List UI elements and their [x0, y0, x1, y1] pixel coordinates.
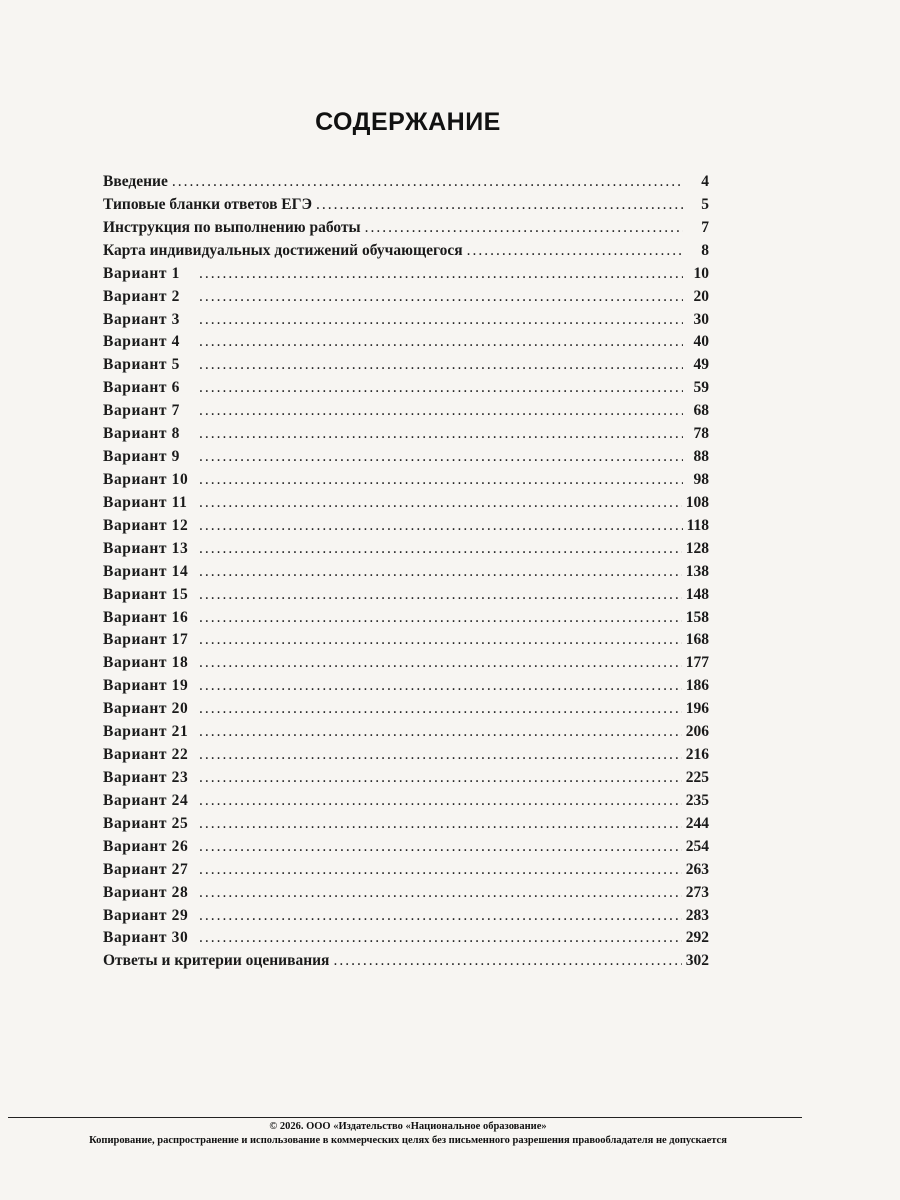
toc-entry-page-number: 118 [686, 516, 709, 534]
toc-dot-leader [365, 219, 683, 237]
toc-dot-leader [199, 402, 683, 420]
table-of-contents [103, 173, 709, 975]
toc-dot-leader [199, 448, 683, 466]
toc-entry-label: Ответы и критерии оценивания [103, 952, 330, 970]
toc-entry-label: Вариант 19 [103, 677, 189, 695]
footer [0, 1120, 816, 1148]
toc-entry-page-number: 235 [685, 791, 709, 809]
toc-entry-label: Типовые бланки ответов ЕГЭ [103, 195, 313, 213]
toc-entry-label: Вариант 17 [103, 631, 189, 649]
toc-dot-leader [199, 884, 682, 902]
toc-entry-page-number: 78 [693, 425, 709, 443]
toc-entry-page-number: 196 [685, 700, 709, 718]
toc-entry-label: Вариант 16 [103, 608, 189, 626]
toc-entry [103, 677, 709, 700]
toc-entry-page-number: 88 [693, 448, 709, 466]
toc-entry [103, 609, 709, 632]
toc-entry-page-number: 148 [685, 585, 709, 603]
toc-dot-leader [199, 861, 682, 879]
toc-entry-label: Вариант 4 [103, 333, 180, 351]
toc-dot-leader [199, 425, 683, 443]
toc-entry-page-number: 8 [701, 241, 709, 259]
toc-entry-label: Вариант 11 [103, 493, 188, 511]
toc-dot-leader [316, 196, 683, 214]
toc-entry-label: Вариант 13 [103, 539, 189, 557]
toc-entry-label: Вариант 15 [103, 585, 189, 603]
toc-entry-label: Вариант 1 [103, 264, 180, 282]
toc-entry [103, 815, 709, 838]
toc-entry-page-number: 128 [685, 539, 709, 557]
toc-entry-label: Вариант 28 [103, 883, 189, 901]
toc-entry-page-number: 68 [693, 402, 709, 420]
toc-entry [103, 884, 709, 907]
toc-entry-label: Вариант 9 [103, 448, 180, 466]
copyright-line: © 2026. ООО «Издательство «Национальное образование» [269, 1121, 547, 1132]
toc-entry [103, 631, 709, 654]
toc-entry-label: Вариант 20 [103, 700, 189, 718]
toc-entry-label: Вариант 18 [103, 654, 189, 672]
toc-dot-leader [467, 242, 683, 260]
toc-dot-leader [199, 311, 683, 329]
toc-entry [103, 448, 709, 471]
toc-entry-page-number: 216 [685, 746, 709, 764]
toc-entry-label: Введение [103, 173, 168, 190]
toc-entry-label: Вариант 25 [103, 814, 189, 832]
toc-entry [103, 471, 709, 494]
toc-entry [103, 333, 709, 356]
toc-entry-page-number: 138 [685, 562, 709, 580]
toc-entry [103, 425, 709, 448]
toc-entry [103, 586, 709, 609]
toc-dot-leader [199, 907, 682, 925]
toc-dot-leader [199, 471, 683, 489]
toc-dot-leader [199, 677, 682, 695]
toc-entry-label: Вариант 21 [103, 723, 189, 741]
toc-dot-leader [199, 356, 683, 374]
toc-entry-page-number: 177 [685, 654, 709, 672]
toc-entry [103, 242, 709, 265]
toc-entry-page-number: 273 [685, 883, 709, 901]
toc-entry [103, 792, 709, 815]
toc-dot-leader [199, 815, 682, 833]
toc-entry-label: Вариант 23 [103, 768, 189, 786]
toc-entry-page-number: 4 [701, 173, 709, 190]
page-title: СОДЕРЖАНИЕ [315, 108, 501, 136]
toc-entry-label: Вариант 29 [103, 906, 189, 924]
toc-entry-page-number: 263 [685, 860, 709, 878]
toc-entry-page-number: 49 [693, 356, 709, 374]
toc-entry [103, 288, 709, 311]
toc-dot-leader [199, 838, 682, 856]
toc-dot-leader [199, 929, 682, 947]
toc-entry [103, 929, 709, 952]
toc-dot-leader [199, 265, 683, 283]
toc-entry [103, 838, 709, 861]
toc-entry-page-number: 225 [685, 768, 709, 786]
toc-entry-label: Вариант 8 [103, 425, 180, 443]
toc-entry-label: Вариант 5 [103, 356, 180, 374]
toc-entry-page-number: 5 [701, 195, 709, 213]
toc-entry-page-number: 20 [693, 287, 709, 305]
toc-entry-page-number: 30 [693, 310, 709, 328]
toc-entry-label: Вариант 14 [103, 562, 189, 580]
toc-entry-page-number: 168 [685, 631, 709, 649]
toc-entry-page-number: 206 [685, 723, 709, 741]
toc-entry-label: Вариант 22 [103, 746, 189, 764]
toc-entry-label: Вариант 10 [103, 470, 189, 488]
toc-entry-page-number: 244 [685, 814, 709, 832]
toc-entry-label: Вариант 24 [103, 791, 189, 809]
toc-dot-leader [199, 700, 682, 718]
toc-entry-label: Вариант 3 [103, 310, 180, 328]
toc-entry [103, 219, 709, 242]
toc-dot-leader [199, 517, 683, 535]
toc-entry-page-number: 98 [693, 470, 709, 488]
toc-entry-label: Карта индивидуальных достижений обучающегося [103, 241, 463, 259]
toc-entry [103, 379, 709, 402]
footer-divider [8, 1117, 802, 1118]
toc-entry [103, 540, 709, 563]
toc-entry-label: Вариант 30 [103, 929, 189, 947]
toc-entry-page-number: 158 [685, 608, 709, 626]
toc-entry-page-number: 292 [685, 929, 709, 947]
copyright-notice: Копирование, распространение и использование в коммерческих целях без письменного разрешения правообладателя не допускается [89, 1135, 727, 1146]
toc-entry-page-number: 7 [701, 218, 709, 236]
toc-entry [103, 907, 709, 930]
toc-entry [103, 769, 709, 792]
toc-dot-leader [199, 723, 682, 741]
toc-dot-leader [199, 769, 682, 787]
toc-dot-leader [199, 563, 682, 581]
toc-entry-label: Вариант 6 [103, 379, 180, 397]
toc-entry [103, 517, 709, 540]
toc-dot-leader [172, 173, 683, 191]
toc-dot-leader [199, 288, 683, 306]
toc-entry-label: Вариант 12 [103, 516, 189, 534]
toc-entry-page-number: 254 [685, 837, 709, 855]
toc-dot-leader [333, 952, 681, 970]
toc-dot-leader [199, 333, 683, 351]
toc-dot-leader [199, 631, 682, 649]
toc-entry-label: Инструкция по выполнению работы [103, 218, 361, 236]
toc-dot-leader [199, 540, 682, 558]
toc-entry-label: Вариант 26 [103, 837, 189, 855]
toc-dot-leader [199, 379, 683, 397]
toc-entry-page-number: 302 [685, 952, 709, 970]
toc-entry [103, 654, 709, 677]
toc-entry [103, 265, 709, 288]
toc-entry [103, 563, 709, 586]
toc-entry-page-number: 40 [693, 333, 709, 351]
toc-entry [103, 356, 709, 379]
toc-dot-leader [199, 792, 682, 810]
toc-dot-leader [199, 654, 682, 672]
toc-entry [103, 723, 709, 746]
toc-dot-leader [199, 746, 682, 764]
toc-entry-page-number: 108 [685, 493, 709, 511]
toc-entry [103, 746, 709, 769]
toc-entry [103, 700, 709, 723]
toc-entry [103, 861, 709, 884]
toc-entry-label: Вариант 2 [103, 287, 180, 305]
toc-entry-page-number: 59 [693, 379, 709, 397]
toc-entry [103, 952, 709, 975]
toc-entry [103, 311, 709, 334]
toc-entry [103, 494, 709, 517]
toc-entry [103, 173, 709, 196]
toc-entry-page-number: 186 [685, 677, 709, 695]
toc-entry-page-number: 283 [685, 906, 709, 924]
toc-entry-label: Вариант 7 [103, 402, 180, 420]
toc-dot-leader [199, 494, 682, 512]
toc-entry [103, 196, 709, 219]
toc-dot-leader [199, 586, 682, 604]
toc-entry-label: Вариант 27 [103, 860, 189, 878]
toc-entry-page-number: 10 [693, 264, 709, 282]
toc-entry [103, 402, 709, 425]
toc-dot-leader [199, 609, 682, 627]
